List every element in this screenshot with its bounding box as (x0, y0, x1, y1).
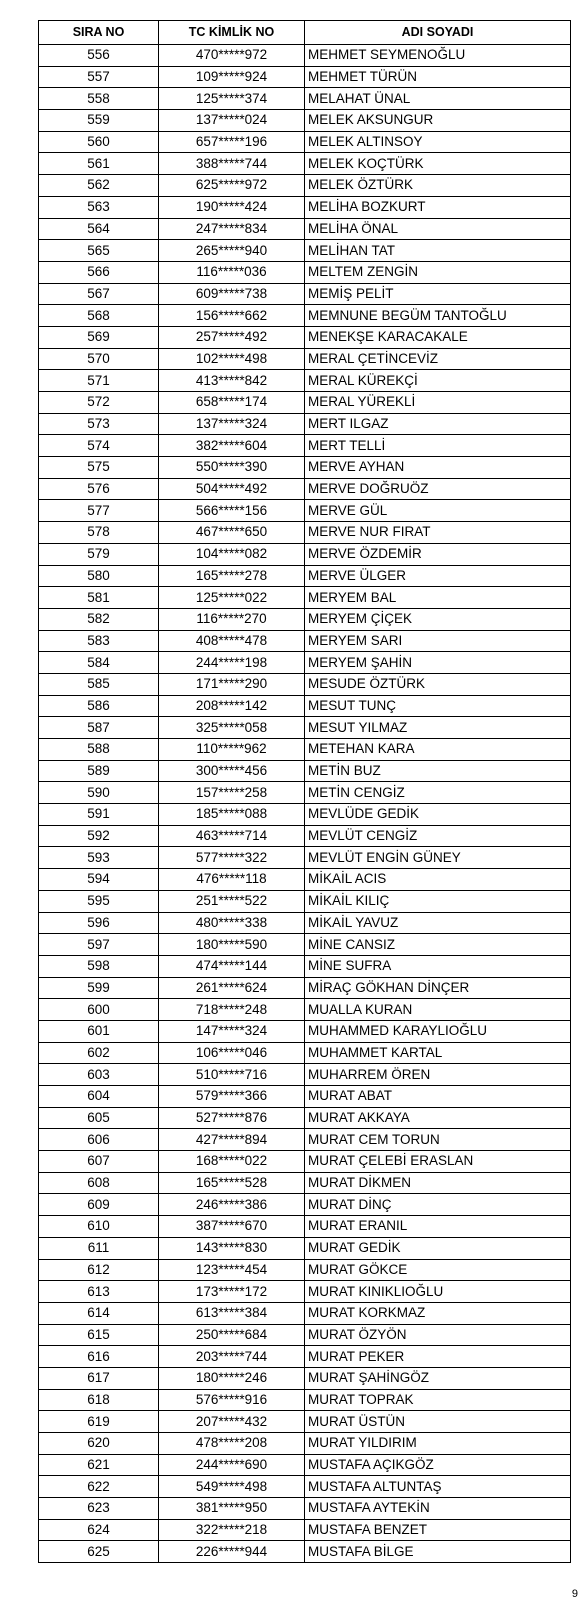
row-adi-soyadi: MERVE DOĞRUÖZ (305, 478, 571, 500)
row-tc-kimlik-no: 413*****842 (159, 370, 305, 392)
row-sira-no: 621 (39, 1454, 159, 1476)
row-adi-soyadi: METİN CENGİZ (305, 782, 571, 804)
row-tc-kimlik-no: 474*****144 (159, 955, 305, 977)
table-row (39, 1020, 571, 1042)
row-tc-kimlik-no: 322*****218 (159, 1519, 305, 1541)
row-adi-soyadi: MEMNUNE BEGÜM TANTOĞLU (305, 305, 571, 327)
row-sira-no: 592 (39, 825, 159, 847)
row-adi-soyadi: MUSTAFA ALTUNTAŞ (305, 1476, 571, 1498)
row-tc-kimlik-no: 300*****456 (159, 760, 305, 782)
row-adi-soyadi: MURAT PEKER (305, 1346, 571, 1368)
table-row (39, 1433, 571, 1455)
row-tc-kimlik-no: 226*****944 (159, 1541, 305, 1563)
table-header (39, 21, 571, 45)
row-adi-soyadi: MERVE AYHAN (305, 457, 571, 479)
row-sira-no: 588 (39, 739, 159, 761)
row-adi-soyadi: MERAL KÜREKÇİ (305, 370, 571, 392)
row-sira-no: 620 (39, 1433, 159, 1455)
row-tc-kimlik-no: 480*****338 (159, 912, 305, 934)
row-tc-kimlik-no: 388*****744 (159, 153, 305, 175)
header-tc-kimlik-no: TC KİMLİK NO (159, 21, 305, 45)
row-sira-no: 564 (39, 218, 159, 240)
row-adi-soyadi: MİNE CANSIZ (305, 934, 571, 956)
row-tc-kimlik-no: 657*****196 (159, 131, 305, 153)
row-tc-kimlik-no: 168*****022 (159, 1151, 305, 1173)
row-adi-soyadi: MESUDE ÖZTÜRK (305, 673, 571, 695)
row-sira-no: 616 (39, 1346, 159, 1368)
row-adi-soyadi: MERYEM ÇİÇEK (305, 608, 571, 630)
table-row (39, 283, 571, 305)
row-sira-no: 605 (39, 1107, 159, 1129)
row-tc-kimlik-no: 180*****246 (159, 1367, 305, 1389)
row-sira-no: 609 (39, 1194, 159, 1216)
row-sira-no: 623 (39, 1498, 159, 1520)
table-row (39, 500, 571, 522)
row-tc-kimlik-no: 576*****916 (159, 1389, 305, 1411)
row-sira-no: 599 (39, 977, 159, 999)
row-sira-no: 614 (39, 1302, 159, 1324)
row-tc-kimlik-no: 173*****172 (159, 1281, 305, 1303)
table-row (39, 1129, 571, 1151)
table-row (39, 261, 571, 283)
table-row (39, 435, 571, 457)
table-row (39, 66, 571, 88)
row-sira-no: 562 (39, 175, 159, 197)
row-tc-kimlik-no: 470*****972 (159, 45, 305, 67)
row-adi-soyadi: MUSTAFA AYTEKİN (305, 1498, 571, 1520)
row-sira-no: 573 (39, 413, 159, 435)
table-row (39, 348, 571, 370)
table-row (39, 1259, 571, 1281)
row-tc-kimlik-no: 463*****714 (159, 825, 305, 847)
row-adi-soyadi: MUHAMMET KARTAL (305, 1042, 571, 1064)
row-sira-no: 624 (39, 1519, 159, 1541)
row-sira-no: 589 (39, 760, 159, 782)
table-row (39, 652, 571, 674)
table-row (39, 1324, 571, 1346)
row-sira-no: 566 (39, 261, 159, 283)
row-tc-kimlik-no: 147*****324 (159, 1020, 305, 1042)
table-row (39, 565, 571, 587)
table-row (39, 1042, 571, 1064)
table-row (39, 695, 571, 717)
table-row (39, 175, 571, 197)
row-sira-no: 585 (39, 673, 159, 695)
table-row (39, 1281, 571, 1303)
row-adi-soyadi: METEHAN KARA (305, 739, 571, 761)
table-row (39, 1237, 571, 1259)
row-adi-soyadi: MEHMET TÜRÜN (305, 66, 571, 88)
row-tc-kimlik-no: 408*****478 (159, 630, 305, 652)
row-tc-kimlik-no: 579*****366 (159, 1086, 305, 1108)
row-adi-soyadi: MURAT ERANIL (305, 1216, 571, 1238)
table-row (39, 1064, 571, 1086)
header-row (39, 21, 571, 45)
row-adi-soyadi: MERT ILGAZ (305, 413, 571, 435)
row-tc-kimlik-no: 190*****424 (159, 196, 305, 218)
table-body (39, 45, 571, 1563)
participant-table (38, 20, 571, 1563)
row-sira-no: 557 (39, 66, 159, 88)
table-row (39, 370, 571, 392)
row-adi-soyadi: MİNE SUFRA (305, 955, 571, 977)
table-row (39, 782, 571, 804)
row-adi-soyadi: MERYEM SARI (305, 630, 571, 652)
row-sira-no: 601 (39, 1020, 159, 1042)
row-adi-soyadi: MEVLÜDE GEDİK (305, 804, 571, 826)
table-row (39, 1346, 571, 1368)
row-adi-soyadi: MERT TELLİ (305, 435, 571, 457)
row-sira-no: 587 (39, 717, 159, 739)
row-adi-soyadi: MURAT YILDIRIM (305, 1433, 571, 1455)
row-tc-kimlik-no: 658*****174 (159, 392, 305, 414)
row-sira-no: 571 (39, 370, 159, 392)
row-tc-kimlik-no: 247*****834 (159, 218, 305, 240)
table-row (39, 717, 571, 739)
table-row (39, 110, 571, 132)
table-row (39, 1454, 571, 1476)
header-sira-no: SIRA NO (39, 21, 159, 45)
table-row (39, 1151, 571, 1173)
row-sira-no: 558 (39, 88, 159, 110)
row-adi-soyadi: MURAT KORKMAZ (305, 1302, 571, 1324)
row-sira-no: 610 (39, 1216, 159, 1238)
row-sira-no: 575 (39, 457, 159, 479)
row-adi-soyadi: MEHMET SEYMENOĞLU (305, 45, 571, 67)
row-tc-kimlik-no: 325*****058 (159, 717, 305, 739)
row-tc-kimlik-no: 137*****324 (159, 413, 305, 435)
table-row (39, 890, 571, 912)
row-tc-kimlik-no: 609*****738 (159, 283, 305, 305)
table-row (39, 1389, 571, 1411)
table-row (39, 804, 571, 826)
table-row (39, 977, 571, 999)
row-adi-soyadi: MELİHAN TAT (305, 240, 571, 262)
row-adi-soyadi: MELTEM ZENGİN (305, 261, 571, 283)
row-adi-soyadi: MURAT KINIKLIOĞLU (305, 1281, 571, 1303)
table-row (39, 88, 571, 110)
table-row (39, 522, 571, 544)
row-sira-no: 590 (39, 782, 159, 804)
row-sira-no: 565 (39, 240, 159, 262)
row-adi-soyadi: MURAT ÖZYÖN (305, 1324, 571, 1346)
row-sira-no: 556 (39, 45, 159, 67)
row-adi-soyadi: MUSTAFA AÇIKGÖZ (305, 1454, 571, 1476)
row-tc-kimlik-no: 527*****876 (159, 1107, 305, 1129)
row-adi-soyadi: MUSTAFA BİLGE (305, 1541, 571, 1563)
row-tc-kimlik-no: 109*****924 (159, 66, 305, 88)
table-row (39, 587, 571, 609)
row-adi-soyadi: MELİHA ÖNAL (305, 218, 571, 240)
row-sira-no: 570 (39, 348, 159, 370)
row-tc-kimlik-no: 387*****670 (159, 1216, 305, 1238)
row-tc-kimlik-no: 125*****022 (159, 587, 305, 609)
row-adi-soyadi: MERYEM BAL (305, 587, 571, 609)
row-adi-soyadi: MERAL ÇETİNCEVİZ (305, 348, 571, 370)
row-tc-kimlik-no: 549*****498 (159, 1476, 305, 1498)
row-sira-no: 567 (39, 283, 159, 305)
table-row (39, 1519, 571, 1541)
table-row (39, 1194, 571, 1216)
row-tc-kimlik-no: 165*****528 (159, 1172, 305, 1194)
row-sira-no: 580 (39, 565, 159, 587)
table-row (39, 739, 571, 761)
table-row (39, 999, 571, 1021)
row-sira-no: 593 (39, 847, 159, 869)
row-adi-soyadi: MURAT ŞAHİNGÖZ (305, 1367, 571, 1389)
row-tc-kimlik-no: 110*****962 (159, 739, 305, 761)
row-tc-kimlik-no: 427*****894 (159, 1129, 305, 1151)
header-adi-soyadi: ADI SOYADI (305, 21, 571, 45)
table-row (39, 305, 571, 327)
row-sira-no: 606 (39, 1129, 159, 1151)
row-sira-no: 613 (39, 1281, 159, 1303)
row-adi-soyadi: MEVLÜT ENGİN GÜNEY (305, 847, 571, 869)
table-row (39, 955, 571, 977)
row-tc-kimlik-no: 102*****498 (159, 348, 305, 370)
row-sira-no: 611 (39, 1237, 159, 1259)
row-tc-kimlik-no: 104*****082 (159, 543, 305, 565)
row-tc-kimlik-no: 143*****830 (159, 1237, 305, 1259)
row-sira-no: 579 (39, 543, 159, 565)
row-tc-kimlik-no: 382*****604 (159, 435, 305, 457)
row-adi-soyadi: MURAT ÜSTÜN (305, 1411, 571, 1433)
table-row (39, 1086, 571, 1108)
row-sira-no: 559 (39, 110, 159, 132)
row-sira-no: 574 (39, 435, 159, 457)
row-sira-no: 560 (39, 131, 159, 153)
table-row (39, 630, 571, 652)
table-row (39, 673, 571, 695)
row-adi-soyadi: MELAHAT ÜNAL (305, 88, 571, 110)
row-adi-soyadi: MURAT CEM TORUN (305, 1129, 571, 1151)
table-row (39, 45, 571, 67)
row-tc-kimlik-no: 116*****270 (159, 608, 305, 630)
row-adi-soyadi: MERVE ÖZDEMİR (305, 543, 571, 565)
row-sira-no: 583 (39, 630, 159, 652)
row-tc-kimlik-no: 251*****522 (159, 890, 305, 912)
row-adi-soyadi: MELEK AKSUNGUR (305, 110, 571, 132)
row-sira-no: 607 (39, 1151, 159, 1173)
row-tc-kimlik-no: 207*****432 (159, 1411, 305, 1433)
row-adi-soyadi: MELEK KOÇTÜRK (305, 153, 571, 175)
row-tc-kimlik-no: 250*****684 (159, 1324, 305, 1346)
row-sira-no: 608 (39, 1172, 159, 1194)
row-adi-soyadi: MUSTAFA BENZET (305, 1519, 571, 1541)
table-row (39, 934, 571, 956)
row-adi-soyadi: MERAL YÜREKLİ (305, 392, 571, 414)
row-tc-kimlik-no: 208*****142 (159, 695, 305, 717)
row-tc-kimlik-no: 157*****258 (159, 782, 305, 804)
row-adi-soyadi: MELEK ALTINSOY (305, 131, 571, 153)
row-adi-soyadi: MELEK ÖZTÜRK (305, 175, 571, 197)
table-row (39, 457, 571, 479)
row-tc-kimlik-no: 246*****386 (159, 1194, 305, 1216)
row-adi-soyadi: MENEKŞE KARACAKALE (305, 326, 571, 348)
row-sira-no: 584 (39, 652, 159, 674)
table-row (39, 240, 571, 262)
row-sira-no: 617 (39, 1367, 159, 1389)
row-tc-kimlik-no: 504*****492 (159, 478, 305, 500)
table-row (39, 1216, 571, 1238)
page-number: 9 (571, 1588, 578, 1600)
table-row (39, 1172, 571, 1194)
row-adi-soyadi: MEMİŞ PELİT (305, 283, 571, 305)
row-tc-kimlik-no: 381*****950 (159, 1498, 305, 1520)
row-tc-kimlik-no: 510*****716 (159, 1064, 305, 1086)
table-row (39, 543, 571, 565)
row-tc-kimlik-no: 625*****972 (159, 175, 305, 197)
row-sira-no: 604 (39, 1086, 159, 1108)
row-tc-kimlik-no: 156*****662 (159, 305, 305, 327)
row-sira-no: 561 (39, 153, 159, 175)
row-tc-kimlik-no: 577*****322 (159, 847, 305, 869)
row-adi-soyadi: METİN BUZ (305, 760, 571, 782)
table-row (39, 218, 571, 240)
row-tc-kimlik-no: 718*****248 (159, 999, 305, 1021)
row-tc-kimlik-no: 261*****624 (159, 977, 305, 999)
row-sira-no: 563 (39, 196, 159, 218)
row-sira-no: 622 (39, 1476, 159, 1498)
row-adi-soyadi: MİKAİL YAVUZ (305, 912, 571, 934)
row-tc-kimlik-no: 566*****156 (159, 500, 305, 522)
table-row (39, 131, 571, 153)
row-adi-soyadi: MUHAMMED KARAYLIOĞLU (305, 1020, 571, 1042)
table-row (39, 1302, 571, 1324)
table-row (39, 1411, 571, 1433)
row-sira-no: 597 (39, 934, 159, 956)
row-sira-no: 600 (39, 999, 159, 1021)
row-sira-no: 615 (39, 1324, 159, 1346)
row-sira-no: 576 (39, 478, 159, 500)
row-sira-no: 581 (39, 587, 159, 609)
row-tc-kimlik-no: 125*****374 (159, 88, 305, 110)
row-tc-kimlik-no: 478*****208 (159, 1433, 305, 1455)
row-tc-kimlik-no: 106*****046 (159, 1042, 305, 1064)
row-tc-kimlik-no: 244*****198 (159, 652, 305, 674)
row-sira-no: 602 (39, 1042, 159, 1064)
table-row (39, 825, 571, 847)
row-tc-kimlik-no: 203*****744 (159, 1346, 305, 1368)
table-row (39, 1107, 571, 1129)
row-adi-soyadi: MELİHA BOZKURT (305, 196, 571, 218)
row-sira-no: 618 (39, 1389, 159, 1411)
row-tc-kimlik-no: 257*****492 (159, 326, 305, 348)
row-adi-soyadi: MURAT ÇELEBİ ERASLAN (305, 1151, 571, 1173)
row-adi-soyadi: MURAT GEDİK (305, 1237, 571, 1259)
table-row (39, 196, 571, 218)
row-tc-kimlik-no: 244*****690 (159, 1454, 305, 1476)
row-sira-no: 594 (39, 869, 159, 891)
row-adi-soyadi: MESUT YILMAZ (305, 717, 571, 739)
row-adi-soyadi: MEVLÜT CENGİZ (305, 825, 571, 847)
table-row (39, 1367, 571, 1389)
row-adi-soyadi: MURAT AKKAYA (305, 1107, 571, 1129)
row-tc-kimlik-no: 171*****290 (159, 673, 305, 695)
row-adi-soyadi: MİKAİL ACIS (305, 869, 571, 891)
row-tc-kimlik-no: 137*****024 (159, 110, 305, 132)
table-row (39, 847, 571, 869)
row-adi-soyadi: MURAT DİKMEN (305, 1172, 571, 1194)
row-sira-no: 619 (39, 1411, 159, 1433)
row-adi-soyadi: MİRAÇ GÖKHAN DİNÇER (305, 977, 571, 999)
row-adi-soyadi: MERYEM ŞAHİN (305, 652, 571, 674)
table-row (39, 912, 571, 934)
row-tc-kimlik-no: 185*****088 (159, 804, 305, 826)
table-row (39, 760, 571, 782)
row-sira-no: 569 (39, 326, 159, 348)
table-row (39, 478, 571, 500)
row-tc-kimlik-no: 116*****036 (159, 261, 305, 283)
row-sira-no: 572 (39, 392, 159, 414)
row-tc-kimlik-no: 265*****940 (159, 240, 305, 262)
row-tc-kimlik-no: 123*****454 (159, 1259, 305, 1281)
table-row (39, 1541, 571, 1563)
table-row (39, 392, 571, 414)
row-sira-no: 625 (39, 1541, 159, 1563)
row-tc-kimlik-no: 550*****390 (159, 457, 305, 479)
row-sira-no: 577 (39, 500, 159, 522)
row-tc-kimlik-no: 613*****384 (159, 1302, 305, 1324)
table-row (39, 869, 571, 891)
row-adi-soyadi: MURAT GÖKCE (305, 1259, 571, 1281)
table-row (39, 1498, 571, 1520)
row-sira-no: 578 (39, 522, 159, 544)
table-row (39, 1476, 571, 1498)
row-adi-soyadi: MERVE NUR FIRAT (305, 522, 571, 544)
row-sira-no: 568 (39, 305, 159, 327)
row-adi-soyadi: MİKAİL KILIÇ (305, 890, 571, 912)
row-sira-no: 586 (39, 695, 159, 717)
row-sira-no: 598 (39, 955, 159, 977)
table-row (39, 608, 571, 630)
row-adi-soyadi: MESUT TUNÇ (305, 695, 571, 717)
row-adi-soyadi: MERVE ÜLGER (305, 565, 571, 587)
row-sira-no: 582 (39, 608, 159, 630)
row-adi-soyadi: MURAT ABAT (305, 1086, 571, 1108)
row-sira-no: 612 (39, 1259, 159, 1281)
table-row (39, 413, 571, 435)
table-row (39, 326, 571, 348)
table-row (39, 153, 571, 175)
row-tc-kimlik-no: 180*****590 (159, 934, 305, 956)
row-sira-no: 591 (39, 804, 159, 826)
row-sira-no: 595 (39, 890, 159, 912)
row-tc-kimlik-no: 165*****278 (159, 565, 305, 587)
row-adi-soyadi: MERVE GÜL (305, 500, 571, 522)
row-tc-kimlik-no: 476*****118 (159, 869, 305, 891)
row-sira-no: 603 (39, 1064, 159, 1086)
row-adi-soyadi: MUALLA KURAN (305, 999, 571, 1021)
row-adi-soyadi: MUHARREM ÖREN (305, 1064, 571, 1086)
row-tc-kimlik-no: 467*****650 (159, 522, 305, 544)
row-adi-soyadi: MURAT DİNÇ (305, 1194, 571, 1216)
row-sira-no: 596 (39, 912, 159, 934)
row-adi-soyadi: MURAT TOPRAK (305, 1389, 571, 1411)
